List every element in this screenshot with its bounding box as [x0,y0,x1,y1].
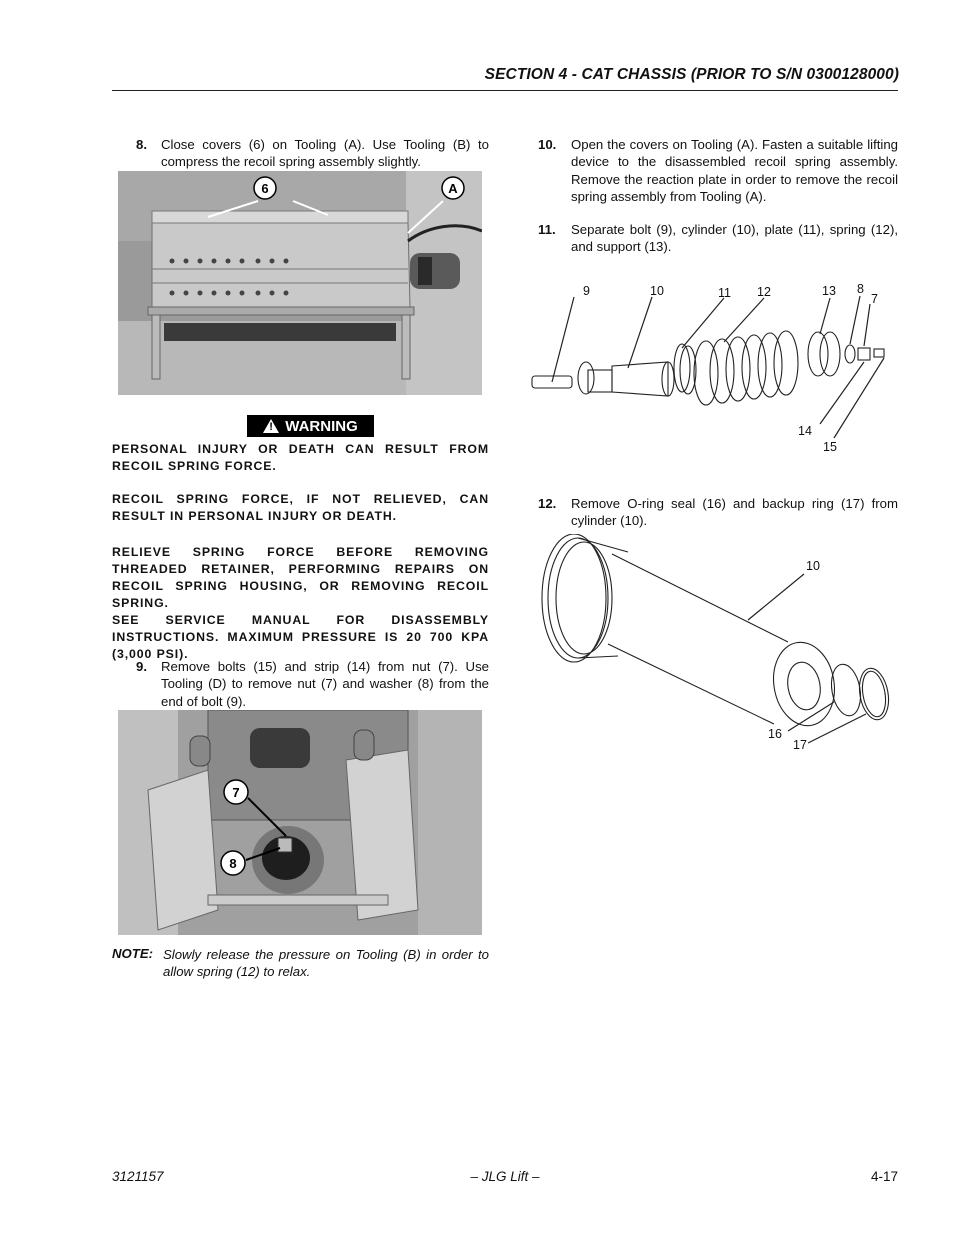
section-header: SECTION 4 - CAT CHASSIS (PRIOR TO S/N 0300128000) [484,66,899,83]
step-text: Remove O-ring seal (16) and backup ring (17) from cylinder (10). [571,496,898,529]
tooling-photo-1-image [118,171,482,395]
warning-paragraph-3: RELIEVE SPRING FORCE BEFORE REMOVING THREADED RETAINER, PERFORMING REPAIRS ON RECOIL SPRING HOUSING, OR REMOVING RECOIL SPRING. [112,545,489,610]
label-17: 17 [793,738,807,752]
label-7: 7 [871,292,878,306]
callout-A: A [448,181,458,196]
cylinder-diagram [538,534,898,754]
step-text: Close covers (6) on Tooling (A). Use Tooling (B) to compress the recoil spring assembly slightly. [161,137,489,170]
footer-page-number: 4-17 [870,1169,898,1184]
exploded-assembly-diagram [528,278,898,458]
step-text: Open the covers on Tooling (A). Fasten a suitable lifting device to the disassembled recoil spring assembly. Remove the reaction plate in order to remove the recoil spring assembly from Tooling (A). [571,137,898,204]
step-9 [112,658,489,710]
callout-7: 7 [232,785,240,800]
step-text: Remove bolts (15) and strip (14) from nut (7). Use Tooling (D) to remove nut (7) and washer (8) from the end of bolt (9). [161,659,489,709]
warning-paragraph-2: RECOIL SPRING FORCE, IF NOT RELIEVED, CAN RESULT IN PERSONAL INJURY OR DEATH. [112,492,489,523]
note-label: NOTE: [112,946,154,961]
callout-6: 6 [261,181,269,196]
label-10: 10 [650,284,664,298]
tooling-photo-1 [118,171,482,395]
tooling-photo-2 [118,710,482,935]
footer-center: – JLG Lift – [470,1169,540,1184]
step-8 [112,136,489,172]
label-12: 12 [757,285,771,299]
step-number: 10. [538,137,557,152]
footer-doc-number: 3121157 [112,1169,164,1184]
label-14: 14 [798,424,812,438]
warning-paragraph-4: SEE SERVICE MANUAL FOR DISASSEMBLY INSTRUCTIONS. MAXIMUM PRESSURE IS 20 700 KPA (3,000 PSI). [112,613,489,661]
step-number: 9. [136,659,147,674]
label-9: 9 [583,284,590,298]
warning-label: WARNING [285,417,358,435]
label-13: 13 [822,284,836,298]
tooling-photo-2-image [118,710,482,935]
cylinder-drawing [538,534,898,754]
warning-triangle-icon: ! [263,419,279,433]
step-12 [522,495,898,531]
header-divider [112,90,898,91]
label-11: 11 [718,286,731,300]
exploded-assembly-drawing [528,278,898,458]
label-10: 10 [806,559,820,573]
step-number: 11. [538,222,556,237]
step-11 [522,221,898,257]
warning-paragraph-1: PERSONAL INJURY OR DEATH CAN RESULT FROM RECOIL SPRING FORCE. [112,442,489,473]
label-15: 15 [823,440,837,454]
step-10 [522,136,898,206]
step-number: 8. [136,137,147,152]
step-text: Separate bolt (9), cylinder (10), plate (11), spring (12), and support (13). [571,222,898,255]
label-8: 8 [857,282,864,296]
warning-banner [247,415,374,437]
label-16: 16 [768,727,782,741]
note-text: Slowly release the pressure on Tooling (B) in order to allow spring (12) to relax. [163,947,489,979]
callout-8: 8 [229,856,237,871]
step-number: 12. [538,496,557,511]
